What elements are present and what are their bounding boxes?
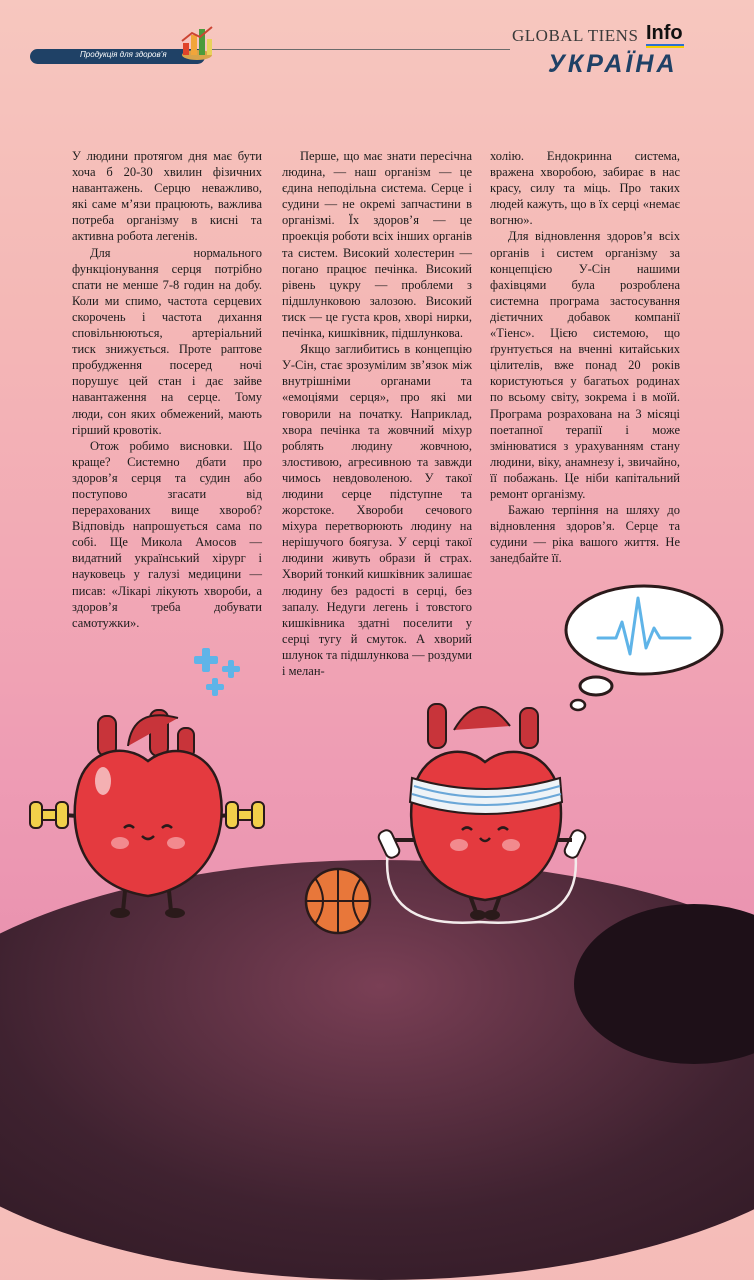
paragraph: Отож робимо висновки. Що краще? Системно дбати про здоров’я серця та судин або поступово згасати від перерахованих вище хвороб? Відповідь напрошується сама по собі. Ще Микола Амосов — видатний український хірург і науковець у галузі медицини — писав: «Лікарі лікують хвороби, а здоров’я треба добувати самотужки». [72,438,262,630]
paragraph: Перше, що має знати пересічна людина, — наш організм — це єдина неподільна система. Серце і судини — не окремі запчастини в організмі. Їх здоров’я — це проекція роботи всіх інших органів та систем. Високий холестерин — погано працює печінка. Високий рівень цукру — проблеми з підшлунковою залозою. Високий тиск — це густа кров, хворі нирки, печінка, кишківник, підшлункова. [282,149,472,341]
basketball-icon [303,866,373,936]
paragraph: Бажаю терпіння на шляху до відновлення здоров’я. Серце та судини — ріка вашого життя. Не занедбайте її. [490,503,680,566]
brand-info: Info [646,22,683,44]
section-pill [30,49,205,64]
article-column-2 [282,148,472,679]
paragraph: холію. Ендокринна система, вражена хворобою, забирає в нас красу, силу та міць. Про таких людей кажуть, що в їх серці «немає вогню». [490,149,680,228]
paragraph: Якщо заглибитись в концепцію У-Сін, стає зрозумілим зв’язок між внутрішніми органами та «емоціями серця», про які ми говорили на початку. Наприклад, хвора печінка та жовчний міхур роблять людину жовчною, злостивою, агресивною та завжди чимось невдоволеною. У такої людини серце підступне та жорстоке. Хвороби сечового міхура перетворюють людину на нерішучого боягуза. У серці такої людини живуть образи й страх. Хворий тонкий кишківник залишає людину без радості в серці, без запалу. Недуги легень і товстого кишківника здатні поселити у серці тугу й смуток. А хворий шлунок та підшлункова — роздуми і мелан- [282,342,472,678]
article-column-3 [490,148,680,566]
ukraine-flag-icon [646,44,684,48]
brand-name: GLOBAL TIENS [512,26,639,45]
bar-chart-icon [180,25,214,61]
plus-icon [192,646,248,702]
paragraph: У людини протягом дня має бути хоча б 20-30 хвилин фізичних навантажень. Серцю неважливо, які саме м’язи працюють, важлива потреба організму в кисні та активна робота легенів. [72,149,262,244]
article-column-1 [72,148,262,631]
paragraph: Для відновлення здоров’я всіх органів і систем організму за концепцією У-Сін нашими фахівцями була розроблена системна програма застосування дієтичних добавок компанії «Тіенс». Цією системою, що ґрунтується на вченні китайських цілителів, вже понад 20 років користуються у багатьох родинах по всьому світу, зокрема і в моїй. Програма розрахована на 3 місяці поетапної терапії і може змінюватися з урахуванням стану людини, віку, анамнезу і, звичайно, її побажань. Це ніби капітальний ремонт організму. [490,229,680,501]
country-title: УКРАЇНА [548,50,678,78]
paragraph: Для нормального функціонування серця потрібно спати не менше 7-8 годин на добу. Коли ми спимо, частота серцевих скорочень і частота дихання сповільнюються, артеріальний тиск знижується. Проте раптове пробудження посеред ночі порушує цей стан і дає зайве навантаження на серце. Тому люди, сон яких обмежений, мають гірший кровотік. [72,245,262,437]
heart-with-dumbbells [28,706,268,921]
heart-jumping-rope [370,690,600,930]
header-rule [210,49,510,50]
section-label: Продукція для здоров’я [80,50,167,59]
